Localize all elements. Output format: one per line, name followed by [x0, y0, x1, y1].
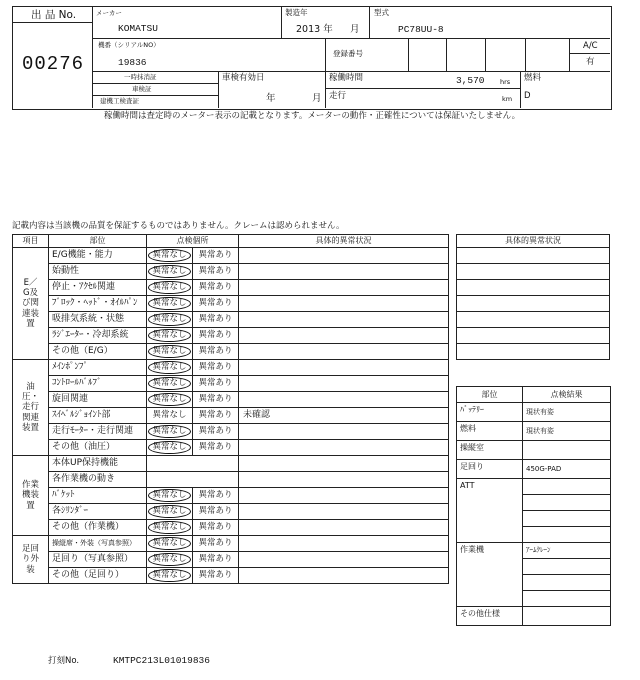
detail-table-body	[457, 235, 610, 360]
ng-cell	[193, 520, 239, 536]
part-cell: 吸排気系統・状態	[49, 312, 147, 328]
ok-circled: 異常なし	[148, 537, 190, 550]
table-row	[13, 264, 449, 280]
table-row	[13, 344, 449, 360]
category-cell: 油圧・走行関連装置	[13, 360, 49, 456]
ok-cell	[147, 504, 193, 520]
ng-cell	[193, 408, 239, 424]
ac-label: A/C	[583, 41, 598, 51]
table-row	[457, 441, 611, 460]
part-cell: 始動性	[49, 264, 147, 280]
maker-label: メーカー	[96, 9, 122, 17]
result-part-cell: 作業機	[457, 543, 523, 607]
listing-no: 00276	[22, 53, 85, 75]
inspection-table-body	[13, 235, 449, 584]
divider	[92, 6, 93, 108]
table-row	[13, 472, 449, 488]
result-value-cell	[523, 607, 611, 626]
detail-cell	[239, 520, 449, 536]
part-cell: ﾒｲﾝﾎﾟﾝﾌﾟ	[49, 360, 147, 376]
ok-circled: 異常なし	[148, 249, 190, 262]
table-row	[13, 424, 449, 440]
ng-label: 異常あり	[198, 250, 233, 261]
part-cell: その他（E/G）	[49, 344, 147, 360]
table-row	[13, 312, 449, 328]
table-row	[13, 488, 449, 504]
table-row	[13, 376, 449, 392]
result-value-cell	[523, 495, 611, 511]
inspection-table	[12, 234, 449, 584]
detail-cell	[239, 264, 449, 280]
part-cell: 走行ﾓｰﾀｰ・走行関連	[49, 424, 147, 440]
table-row	[13, 456, 449, 472]
detail-cell	[239, 360, 449, 376]
month-unit: 月	[312, 93, 322, 104]
divider	[218, 71, 219, 108]
category-cell: 足回り外装	[13, 536, 49, 584]
detail-cell	[239, 456, 449, 472]
category-cell: E／G及び関連装置	[13, 248, 49, 360]
header-check: 点検個所	[147, 235, 239, 248]
ok-circled: 異常なし	[148, 345, 190, 358]
divider	[92, 95, 218, 96]
ok-circled: 異常なし	[148, 329, 190, 342]
mileage-label: 走行	[329, 91, 347, 101]
detail-cell	[239, 248, 449, 264]
ng-label: 異常あり	[198, 490, 233, 501]
table-row	[457, 328, 610, 344]
hours-unit: hrs	[500, 78, 511, 86]
table-row	[13, 536, 449, 552]
detail-cell	[457, 280, 610, 296]
part-cell: 足回り（写真参照）	[49, 552, 147, 568]
registration-label: 登録番号	[333, 49, 363, 58]
results-table	[456, 386, 611, 626]
ok-circled: 異常なし	[148, 489, 190, 502]
year-value: 2013 年	[296, 24, 333, 35]
detail-cell	[239, 280, 449, 296]
ng-cell	[193, 344, 239, 360]
detail-cell	[239, 552, 449, 568]
ng-label: 異常あり	[198, 298, 233, 309]
detail-cell	[239, 568, 449, 584]
ok-cell	[147, 488, 193, 504]
divider	[12, 22, 92, 23]
ng-label: 異常あり	[198, 522, 233, 533]
table-row	[13, 504, 449, 520]
ng-label: 異常あり	[198, 442, 233, 453]
ok-cell	[147, 264, 193, 280]
table-row	[457, 403, 611, 422]
header-item: 項目	[13, 235, 49, 248]
ng-label: 異常あり	[198, 330, 233, 341]
ok-cell	[147, 456, 239, 472]
ng-label: 異常あり	[198, 506, 233, 517]
divider	[325, 38, 326, 71]
detail-cell	[239, 472, 449, 488]
stamp-value: KMTPC213L01019836	[113, 655, 210, 666]
result-part-cell: その他仕様	[457, 607, 523, 626]
result-value-cell	[523, 559, 611, 575]
result-value-cell	[523, 527, 611, 543]
ng-label: 異常あり	[198, 426, 233, 437]
result-part-cell: 足回り	[457, 460, 523, 479]
ok-circled: 異常なし	[148, 297, 190, 310]
table-row	[457, 607, 611, 626]
ng-cell	[193, 568, 239, 584]
ng-cell	[193, 296, 239, 312]
divider	[369, 6, 370, 38]
ok-cell	[147, 344, 193, 360]
ok-label: 異常なし	[152, 410, 187, 421]
ng-cell	[193, 440, 239, 456]
result-value-cell: ｱｰﾑｸﾚｰﾝ	[523, 543, 611, 559]
ng-label: 異常あり	[198, 410, 233, 421]
results-header-result: 点検結果	[523, 387, 611, 403]
table-row	[457, 312, 610, 328]
divider	[325, 71, 326, 108]
maker-value: KOMATSU	[118, 23, 158, 34]
table-header-row	[13, 235, 449, 248]
results-table-body	[457, 387, 611, 626]
table-row	[457, 344, 610, 360]
divider	[408, 38, 409, 71]
ok-cell	[147, 552, 193, 568]
listing-no-label: 出 品 No.	[31, 9, 77, 21]
table-row	[457, 543, 611, 559]
table-row	[13, 360, 449, 376]
inspection-cert-label: 車検証	[132, 85, 152, 93]
divider	[446, 38, 447, 71]
ng-cell	[193, 328, 239, 344]
detail-cell	[239, 424, 449, 440]
ok-circled: 異常なし	[148, 281, 190, 294]
ok-cell	[147, 376, 193, 392]
detail-cell	[457, 344, 610, 360]
ng-cell	[193, 424, 239, 440]
ng-label: 異常あり	[198, 538, 233, 549]
table-header-row	[457, 387, 611, 403]
fuel-label: 燃料	[524, 73, 542, 83]
ac-value: 有	[586, 57, 595, 67]
part-cell: 操縦席・外装（写真参照）	[49, 536, 147, 552]
right-detail-header: 具体的異常状況	[457, 235, 610, 248]
part-cell: その他（足回り）	[49, 568, 147, 584]
ok-circled: 異常なし	[148, 377, 190, 390]
table-row	[13, 552, 449, 568]
divider	[92, 83, 218, 84]
ng-label: 異常あり	[198, 378, 233, 389]
part-cell: 各作業機の動き	[49, 472, 147, 488]
divider	[525, 38, 526, 71]
ok-circled: 異常なし	[148, 265, 190, 278]
ng-label: 異常あり	[198, 554, 233, 565]
result-value-cell: 現状有姿	[523, 422, 611, 441]
ng-cell	[193, 488, 239, 504]
ok-cell	[147, 408, 193, 424]
detail-cell	[457, 328, 610, 344]
table-row	[13, 296, 449, 312]
result-part-cell: ATT	[457, 479, 523, 543]
result-value-cell	[523, 441, 611, 460]
part-cell: ｺﾝﾄﾛｰﾙﾊﾞﾙﾌﾞ	[49, 376, 147, 392]
result-part-cell: ﾊﾞｯﾃﾘｰ	[457, 403, 523, 422]
table-row	[13, 280, 449, 296]
ok-cell	[147, 472, 239, 488]
ok-circled: 異常なし	[148, 521, 190, 534]
ng-cell	[193, 312, 239, 328]
detail-cell	[239, 376, 449, 392]
part-cell: E/G機能・能力	[49, 248, 147, 264]
divider	[92, 38, 610, 39]
ok-circled: 異常なし	[148, 505, 190, 518]
month-label: 月	[350, 24, 360, 35]
stamp-label: 打刻No.	[48, 656, 80, 666]
part-cell: 停止・ｱｸｾﾙ関連	[49, 280, 147, 296]
detail-cell	[457, 264, 610, 280]
detail-cell	[239, 344, 449, 360]
ok-cell	[147, 296, 193, 312]
table-header-row	[457, 235, 610, 248]
detail-table	[456, 234, 610, 360]
ok-cell	[147, 280, 193, 296]
result-value-cell: 現状有姿	[523, 403, 611, 422]
table-row	[457, 479, 611, 495]
ng-cell	[193, 536, 239, 552]
result-part-cell: 燃料	[457, 422, 523, 441]
ng-cell	[193, 392, 239, 408]
ok-cell	[147, 312, 193, 328]
divider	[520, 71, 521, 108]
hours-label: 稼働時間	[329, 73, 364, 83]
ok-cell	[147, 536, 193, 552]
km-unit: km	[502, 95, 513, 103]
header-detail: 具体的異常状況	[239, 235, 449, 248]
ng-label: 異常あり	[198, 266, 233, 277]
table-row	[13, 248, 449, 264]
detail-cell	[239, 392, 449, 408]
ng-label: 異常あり	[198, 282, 233, 293]
fuel-value: D	[524, 91, 531, 101]
year-label: 製造年	[285, 8, 308, 17]
divider	[569, 53, 610, 54]
table-row	[457, 296, 610, 312]
divider	[281, 6, 282, 38]
table-row	[13, 392, 449, 408]
model-label: 型式	[374, 8, 389, 17]
ng-label: 異常あり	[198, 314, 233, 325]
ok-circled: 異常なし	[148, 393, 190, 406]
ok-cell	[147, 360, 193, 376]
temp-permit-label: 一時抹消証	[124, 73, 157, 81]
ok-cell	[147, 424, 193, 440]
part-cell: 各ｼﾘﾝﾀﾞｰ	[49, 504, 147, 520]
ok-circled: 異常なし	[148, 361, 190, 374]
result-value-cell	[523, 591, 611, 607]
ng-label: 異常あり	[198, 346, 233, 357]
category-cell: 作業機装置	[13, 456, 49, 536]
part-cell: 旋回関連	[49, 392, 147, 408]
ng-label: 異常あり	[198, 362, 233, 373]
table-row	[13, 408, 449, 424]
hours-value: 3,570	[456, 75, 485, 86]
const-cert-label: 建機工検査証	[100, 97, 139, 105]
ok-cell	[147, 440, 193, 456]
table-row	[457, 422, 611, 441]
ok-cell	[147, 328, 193, 344]
ng-cell	[193, 280, 239, 296]
ng-cell	[193, 552, 239, 568]
table-row	[13, 520, 449, 536]
part-cell: ｽｲﾍﾞﾙｼﾞｮｲﾝﾄ部	[49, 408, 147, 424]
table-row	[457, 460, 611, 479]
model-value: PC78UU-8	[398, 24, 444, 35]
detail-cell	[239, 504, 449, 520]
inspection-expiry-label: 車検有効日	[222, 73, 265, 83]
ng-cell	[193, 504, 239, 520]
part-cell: ﾌﾞﾛｯｸ・ﾍｯﾄﾞ・ｵｲﾙﾊﾟﾝ	[49, 296, 147, 312]
ok-circled: 異常なし	[148, 441, 190, 454]
serial-value: 19836	[118, 57, 147, 68]
detail-cell	[457, 248, 610, 264]
serial-label: 機番（シリアルNO）	[98, 41, 160, 49]
header-part: 部位	[49, 235, 147, 248]
results-header-part: 部位	[457, 387, 523, 403]
detail-cell: 未確認	[239, 408, 449, 424]
result-value-cell	[523, 511, 611, 527]
result-value-cell	[523, 479, 611, 495]
detail-cell	[457, 296, 610, 312]
result-value-cell	[523, 575, 611, 591]
hours-disclaimer: 稼働時間は査定時のメーター表示の記載となります。メーターの動作・正確性については保証いたしません。	[104, 111, 521, 121]
detail-cell	[239, 536, 449, 552]
table-row	[13, 440, 449, 456]
ng-label: 異常あり	[198, 570, 233, 581]
ok-cell	[147, 248, 193, 264]
ok-circled: 異常なし	[148, 569, 190, 582]
table-row	[457, 248, 610, 264]
ok-cell	[147, 392, 193, 408]
divider	[569, 38, 570, 71]
detail-cell	[239, 296, 449, 312]
detail-cell	[457, 312, 610, 328]
table-row	[457, 280, 610, 296]
ng-cell	[193, 248, 239, 264]
part-cell: ﾗｼﾞｴｰﾀｰ・冷却系統	[49, 328, 147, 344]
ng-cell	[193, 360, 239, 376]
detail-cell	[239, 488, 449, 504]
part-cell: ﾊﾞｹｯﾄ	[49, 488, 147, 504]
table-row	[13, 568, 449, 584]
result-part-cell: 操縦室	[457, 441, 523, 460]
ok-cell	[147, 520, 193, 536]
part-cell: その他（作業機）	[49, 520, 147, 536]
ok-circled: 異常なし	[148, 425, 190, 438]
ok-circled: 異常なし	[148, 553, 190, 566]
part-cell: 本体UP保持機能	[49, 456, 147, 472]
divider	[325, 88, 520, 89]
ng-cell	[193, 376, 239, 392]
quality-disclaimer: 記載内容は当該機の品質を保証するものではありません。クレームは認められません。	[12, 221, 345, 231]
table-row	[13, 328, 449, 344]
year-unit: 年	[266, 93, 276, 104]
ng-label: 異常あり	[198, 394, 233, 405]
part-cell: その他（油圧）	[49, 440, 147, 456]
ok-circled: 異常なし	[148, 313, 190, 326]
detail-cell	[239, 312, 449, 328]
divider	[485, 38, 486, 71]
divider	[92, 71, 610, 72]
detail-cell	[239, 440, 449, 456]
table-row	[457, 264, 610, 280]
result-value-cell: 450G-PAD	[523, 460, 611, 479]
detail-cell	[239, 328, 449, 344]
ok-cell	[147, 568, 193, 584]
ng-cell	[193, 264, 239, 280]
